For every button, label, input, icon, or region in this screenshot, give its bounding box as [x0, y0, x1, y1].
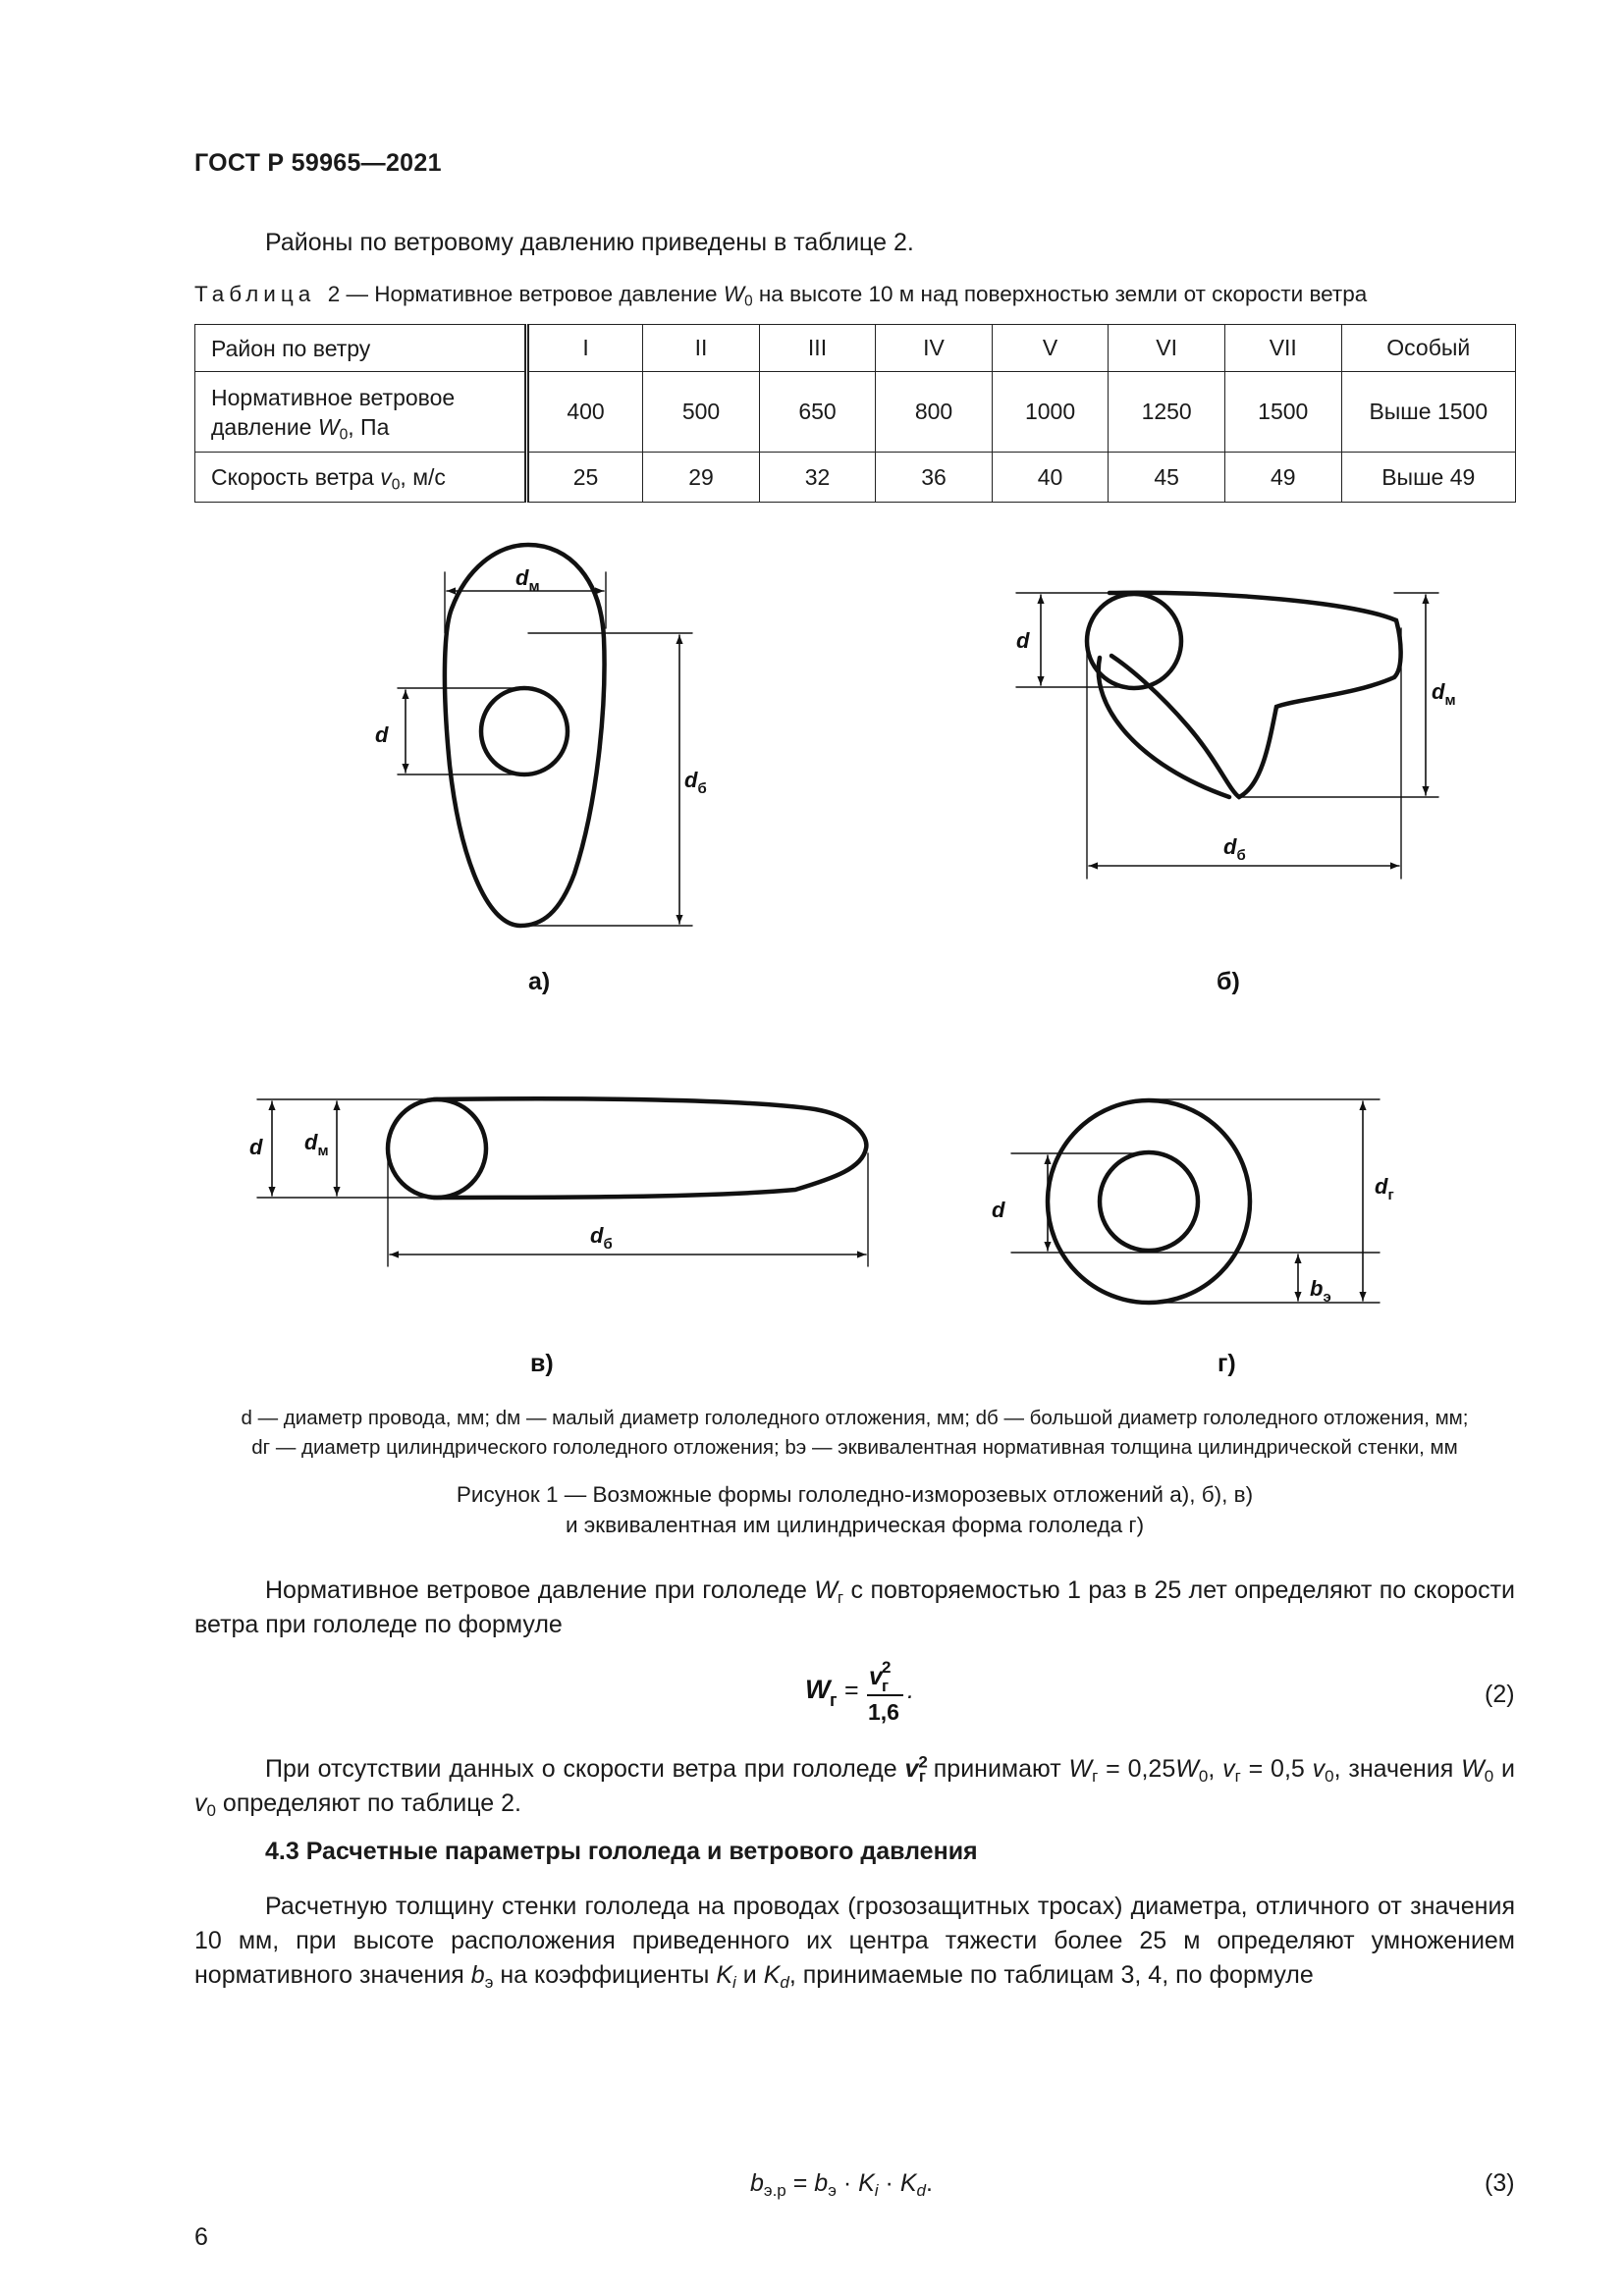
- para3-text-d: и: [742, 1961, 757, 1989]
- formula-3-number: (3): [1485, 2169, 1515, 2197]
- para2-text-b: принимают: [933, 1755, 1061, 1783]
- para3-b-sub: э: [484, 1973, 494, 1993]
- speed-unit: , м/с: [400, 464, 446, 490]
- section-title: 4.3 Расчетные параметры гололеда и ветрового давления: [265, 1838, 978, 1865]
- para3-kd: K: [763, 1961, 781, 1989]
- table-cell: III: [759, 325, 876, 372]
- label-dm-a: $d_м$: [515, 565, 540, 595]
- formula-2: [805, 1657, 913, 1742]
- speed-var-sub: 0: [391, 476, 401, 494]
- para3-text-e: , принимаемые по таблицам 3, 4, по формуле: [788, 1961, 1314, 1989]
- table-cell: 25: [526, 453, 643, 503]
- pressure-label-line1: Нормативное ветровое: [211, 384, 456, 410]
- table-cell: 1250: [1109, 372, 1225, 453]
- formula2-eq: =: [844, 1677, 859, 1704]
- formula2-num-sup: 2: [882, 1658, 892, 1677]
- table-cell: I: [526, 325, 643, 372]
- para2-v2-sup: 2: [918, 1752, 928, 1772]
- para2-vg-sub: г: [1234, 1767, 1241, 1787]
- para2-text-h: определяют по таблице 2.: [222, 1789, 521, 1817]
- table-header-label: Район по ветру: [195, 325, 527, 372]
- pressure-var: W: [317, 413, 340, 440]
- document-code: ГОСТ Р 59965—2021: [194, 149, 442, 177]
- figure-legend: [194, 1404, 1515, 1463]
- label-d-b: d: [1016, 628, 1030, 653]
- para3-kd-sub: d: [780, 1973, 789, 1993]
- para1-var-sub: г: [837, 1588, 844, 1608]
- formula3-t2-sub: i: [874, 2181, 879, 2201]
- para3-ki: K: [716, 1961, 733, 1989]
- formula3-t2: K: [858, 2169, 875, 2197]
- table-cell: 650: [759, 372, 876, 453]
- para2-w-sub: г: [1092, 1767, 1099, 1787]
- pressure-var-sub: 0: [339, 426, 349, 444]
- sublabel-v: в): [530, 1350, 554, 1377]
- table-caption-var-sub: 0: [744, 293, 753, 310]
- label-d-v: d: [249, 1135, 263, 1159]
- formula3-dot-2: ·: [885, 2169, 893, 2197]
- formula3-tail: .: [925, 2169, 933, 2197]
- table-cell: 32: [759, 453, 876, 503]
- formula-3: [750, 2169, 933, 2201]
- table-cell: IV: [876, 325, 993, 372]
- para2-v0-sub: 0: [1325, 1767, 1334, 1787]
- table-cell: 29: [643, 453, 760, 503]
- para2-text-a: При отсутствии данных о скорости ветра при гололеде: [265, 1755, 897, 1783]
- table-cell: VI: [1109, 325, 1225, 372]
- shape-a: [398, 545, 692, 926]
- para2-v0b-sub: 0: [206, 1801, 216, 1821]
- sublabel-g: г): [1218, 1350, 1236, 1377]
- formula-2-number: (2): [1485, 1681, 1515, 1708]
- para2-w: W: [1068, 1755, 1093, 1783]
- table-cell: 49: [1224, 453, 1341, 503]
- legend-line-2: dг — диаметр цилиндрического гололедного отложения; bэ — эквивалентная нормативная толщина цилиндрической стенки, мм: [251, 1436, 1458, 1459]
- para2-v0: v: [1312, 1755, 1326, 1783]
- table-caption-rest: на высоте 10 м над поверхностью земли от скорости ветра: [758, 282, 1368, 306]
- formula2-num-sub: г: [882, 1677, 890, 1695]
- figure-caption: [194, 1479, 1515, 1540]
- dimension-labels: [249, 565, 1456, 1306]
- sublabel-b: б): [1217, 968, 1240, 995]
- table-cell: 500: [643, 372, 760, 453]
- table-caption-prefix: Таблица: [194, 282, 316, 306]
- para3-ki-sub: i: [732, 1973, 736, 1993]
- formula-2-svg: [805, 1657, 913, 1735]
- label-dm-v: $d_м$: [304, 1130, 329, 1159]
- speed-label: Скорость ветра: [211, 464, 374, 490]
- label-db-v: $d_б$: [590, 1223, 613, 1253]
- label-dg-g: $d_г$: [1375, 1174, 1394, 1203]
- legend-line-1: d — диаметр провода, мм; dм — малый диаметр гололедного отложения, мм; dб — большой диаметр гололедного отложения, мм;: [241, 1407, 1469, 1429]
- table-cell: II: [643, 325, 760, 372]
- para2-text-f: , значения: [1333, 1755, 1454, 1783]
- pressure-label-line2: давление: [211, 413, 312, 440]
- para3-text-a: Расчетную толщину стенки гололеда на проводах (грозозащитных тросах) диаметра, отличного от значения 10 мм, при высоте расположения приведенного их центра тяжести более 25 м определяют умножением нормативного значения: [194, 1893, 1515, 1989]
- table-cell: 45: [1109, 453, 1225, 503]
- para2-text-c: = 0,25: [1106, 1755, 1176, 1783]
- table-cell: 36: [876, 453, 993, 503]
- para2-v2-sub: г: [918, 1767, 926, 1787]
- label-be-g: $b_э$: [1310, 1276, 1331, 1306]
- pressure-unit: , Па: [348, 413, 390, 440]
- formula2-tail: .: [907, 1677, 914, 1704]
- intro-paragraph: Районы по ветровому давлению приведены в таблице 2.: [265, 229, 914, 256]
- table-cell: 1500: [1224, 372, 1341, 453]
- paragraph-absence-of-data: [194, 1752, 1515, 1821]
- table-cell: 400: [526, 372, 643, 453]
- table-cell: V: [992, 325, 1109, 372]
- table-cell: Выше 49: [1341, 453, 1515, 503]
- table-cell: 40: [992, 453, 1109, 503]
- paragraph-wind-pressure-ice: [194, 1574, 1515, 1642]
- formula2-lhs: W: [805, 1675, 831, 1704]
- figure-caption-line-2: и эквивалентная им цилиндрическая форма гололеда г): [565, 1513, 1145, 1537]
- formula3-dot-1: ·: [842, 2169, 852, 2197]
- table-caption-var: W: [723, 282, 745, 306]
- formula2-den: 1,6: [868, 1699, 899, 1725]
- table-cell: VII: [1224, 325, 1341, 372]
- subfigure-labels: [528, 968, 1240, 1377]
- shape-g: [1011, 1099, 1380, 1303]
- para2-vg: v: [1222, 1755, 1235, 1783]
- formula3-t1: b: [814, 2169, 829, 2197]
- paragraph-design-thickness: [194, 1890, 1515, 1993]
- para2-text-e: = 0,5: [1248, 1755, 1305, 1783]
- para1-var: W: [814, 1576, 838, 1604]
- shape-v: [257, 1098, 868, 1266]
- formula3-lhs: b: [750, 2169, 764, 2197]
- para2-w0: W: [1175, 1755, 1199, 1783]
- table-cell: 1000: [992, 372, 1109, 453]
- formula3-t3: K: [899, 2169, 917, 2197]
- label-d-a: d: [375, 722, 389, 747]
- speed-var: v: [380, 464, 392, 490]
- formula3-t3-sub: d: [916, 2181, 926, 2201]
- label-db-b: $d_б$: [1223, 834, 1246, 864]
- para2-w0b: W: [1461, 1755, 1485, 1783]
- para2-text-d: ,: [1208, 1755, 1216, 1783]
- formula3-lhs-sub: э.р: [763, 2181, 786, 2201]
- para2-w0b-sub: 0: [1484, 1767, 1494, 1787]
- formula2-lhs-sub: г: [830, 1690, 838, 1710]
- table-cell: Выше 1500: [1341, 372, 1515, 453]
- label-dm-b: $d_м$: [1432, 679, 1456, 709]
- formula2-num: v: [869, 1663, 883, 1690]
- label-db-a: $d_б$: [684, 768, 707, 797]
- para1-text-b: с повторяемостью 1 раз в 25 лет определяют по скорости ветра при гололеде по формуле: [194, 1576, 1515, 1638]
- table-cell: 800: [876, 372, 993, 453]
- para2-text-g: и: [1500, 1755, 1515, 1783]
- formula3-eq: =: [792, 2169, 808, 2197]
- table-caption-num: 2 — Нормативное ветровое давление: [327, 282, 718, 306]
- sublabel-a: а): [528, 968, 551, 995]
- para2-v2: v: [904, 1755, 919, 1783]
- label-d-g: d: [992, 1198, 1005, 1222]
- table-cell: Особый: [1341, 325, 1515, 372]
- page-number: 6: [194, 2223, 208, 2251]
- para3-b: b: [470, 1961, 485, 1989]
- para2-v0b: v: [194, 1789, 207, 1817]
- para1-text-a: Нормативное ветровое давление при гололеде: [265, 1576, 807, 1604]
- para2-w0-sub: 0: [1198, 1767, 1209, 1787]
- para3-text-c: на коэффициенты: [500, 1961, 710, 1989]
- formula3-t1-sub: э: [828, 2181, 837, 2201]
- figure-caption-line-1: Рисунок 1 — Возможные формы гололедно-изморозевых отложений а), б), в): [456, 1482, 1254, 1507]
